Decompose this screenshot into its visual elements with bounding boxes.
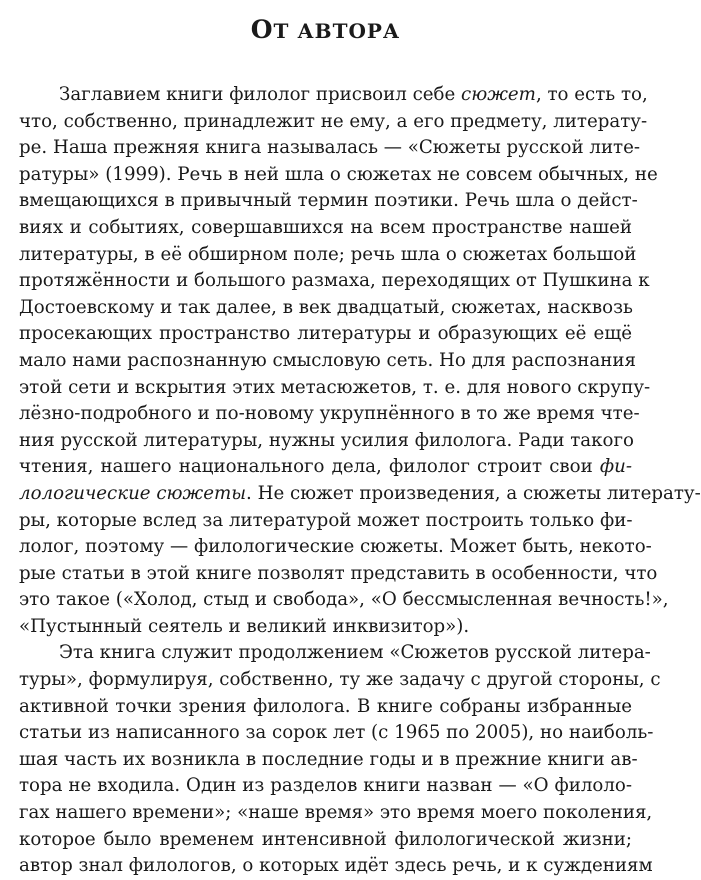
text-line: просекающих пространство литературы и образующих её ещё [19, 323, 632, 345]
text-line: Достоевскому и так далее, в век двадцатый, сюжетах, насквозь [19, 296, 633, 318]
text-line: вмещающихся в привычный термин поэтики. Речь шла о дейст- [19, 190, 638, 212]
chapter-title [19, 0, 632, 50]
text-line: этой сети и вскрытия этих метасюжетов, т. е. для нового скрупу- [19, 376, 651, 398]
text-line: лолог, поэтому — филологические сюжеты. Может быть, некото- [19, 536, 652, 558]
text-line: ния русской литературы, нужны усилия филолога. Ради такого [19, 429, 634, 451]
title-initial: О [250, 15, 274, 44]
text-line: туры», формулируя, собственно, ту же задачу с другой стороны, с [19, 669, 661, 691]
text-line: тора не входила. Один из разделов книги назван — «О филоло- [19, 775, 632, 797]
text-line: Заглавием книги филолог присвоил себе сюжет, то есть то, [59, 84, 648, 105]
text-line: литературы, в её обширном поле; речь шла о сюжетах большой [19, 243, 637, 265]
text-line: рые статьи в этой книге позволят представить в особенности, что [19, 562, 658, 584]
text-line: шая часть их возникла в последние годы и в прежние книги ав- [19, 748, 638, 770]
text-line: которое было временем интенсивной филологической жизни; [19, 828, 632, 850]
text-line: активной точки зрения филолога. В книге собраны избранные [19, 695, 632, 717]
title-rest: Т АВТОРА [273, 19, 401, 43]
text-line: лологические сюжеты. Не сюжет произведения, а сюжеты литерату- [19, 482, 701, 504]
text-line: виях и событиях, совершавшихся на всем пространстве нашей [19, 216, 632, 238]
text-line: лёзно-подробного и по-новому укрупнённого в то же время чте- [19, 403, 640, 425]
text-line: Эта книга служит продолжением «Сюжетов русской литера- [59, 642, 651, 664]
text-line: что, собственно, принадлежит не ему, а его предмету, литерату- [19, 110, 648, 132]
text-line: это такое («Холод, стыд и свобода», «О бессмысленная вечность!», [19, 589, 669, 611]
text-line: ры, которые вслед за литературой может построить только фи- [19, 509, 633, 531]
text-line: ратуры» (1999). Речь в ней шла о сюжетах не совсем обычных, не [19, 163, 658, 185]
text-line: ре. Наша прежняя книга называлась — «Сюжеты русской лите- [19, 137, 641, 159]
text-line: «Пустынный сеятель и великий инквизитор»). [19, 615, 470, 637]
text-line: автор знал филологов, о которых идёт здесь речь, и к суждениям [19, 855, 653, 877]
body-text [19, 82, 701, 880]
text-line: протяжённости и большого размаха, переходящих от Пушкина к [19, 270, 650, 292]
text-line: гах нашего времени»; «наше время» это время моего поколения, [19, 802, 653, 824]
text-line: чтения, нашего национального дела, филолог строит свои фи- [19, 456, 632, 478]
text-line: статьи из написанного за сорок лет (с 1965 по 2005), но наибoль- [19, 722, 654, 744]
text-line: мало нами распознанную смысловую сеть. Но для распознания [19, 349, 636, 371]
